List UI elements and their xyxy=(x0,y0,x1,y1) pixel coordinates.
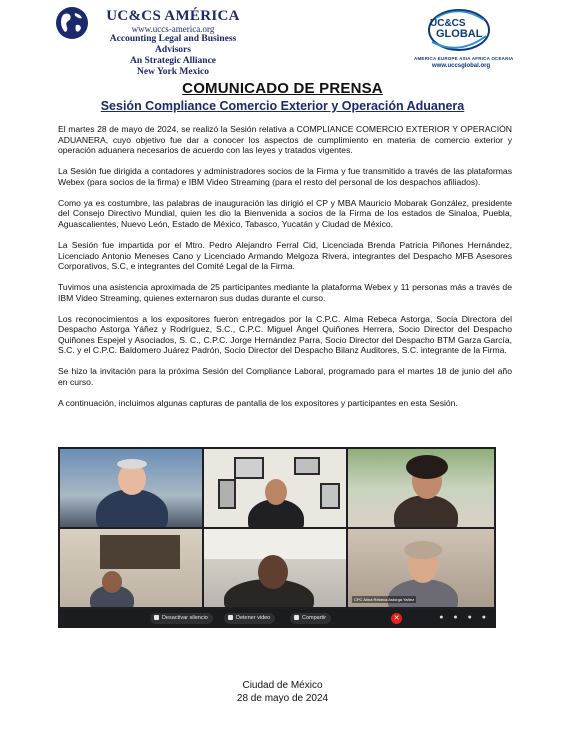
stop-video-button[interactable] xyxy=(224,613,275,624)
paragraph: La Sesión fue impartida por el Mtro. Pedro Alejandro Ferral Cid, Licenciada Brenda Patricia Piñones Hernández, Licenciado Antonio Meneses Cano y Licenciado Armando Melgoza Rivera, integrantes del Despacho MFB Asesores Corporativos, S.C, e integrantes del Comité Legal de la Firma. xyxy=(58,239,512,272)
global-logo-word: GLOBAL xyxy=(436,28,483,40)
global-logo-name: UC&CS xyxy=(430,18,466,29)
paragraph: Como ya es costumbre, las palabras de inauguración las dirigió el CP y MBA Mauricio Mobarak González, presidente del Consejo Directivo Mundial, quien les dio la Bienvenida a socios de la Firma de los estados de Sinaloa, Puebla, Aguascalientes, Nuevo León, Estado de México, Tabasco, Yucatán y Ciudad de México. xyxy=(58,197,512,229)
paragraph: El martes 28 de mayo de 2024, se realizó la Sesión relativa a COMPLIANCE COMERCIO EXTERIOR Y OPERACIÓN ADUANERA, cuyo objetivo fue dar a conocer los aspectos de cumplimiento en materia de comercio exterior y operación aduanera necesarios de acuerdo con las leyes y tratados vigentes. xyxy=(58,124,512,156)
paragraph: La Sesión fue dirigida a contadores y administradores socios de la Firma y fue transmitido a través de las plataformas Webex (para socios de la firma) e IBM Video Streaming (para el resto del personal de los despachos afiliados). xyxy=(58,166,512,187)
brand-url: www.uccs-america.org xyxy=(131,24,215,34)
video-call-screenshot xyxy=(58,447,496,628)
footer-date: 28 de mayo de 2024 xyxy=(236,692,329,704)
footer-city: Ciudad de México xyxy=(242,680,323,691)
participant-tile xyxy=(204,449,346,527)
paragraph: Tuvimos una asistencia aproximada de 25 participantes mediante la plataforma Webex y 11 personas más a través de IBM Video Streaming, quienes externaron sus dudas durante el curso. xyxy=(58,282,512,303)
paragraph: Los reconocimientos a los expositores fueron entregados por la C.P.C. Alma Rebeca Astorga, Socia Directora del Despacho Astorga Yáñez y Rodríguez, S.C., C.P.C. Miguel Ángel Quiñones Herrera, Socio Director del Despacho Quiñones Espejel y Asociados, S. C., C.P.C. Jorge Hernández Parra, Socio Director del Despacho BTM Garza García, S.C. y el C.P.C. Baldomero Juárez Padrón, Socio Director del Despacho Bilanz Auditores, S.C. integrante de la Firma. xyxy=(58,313,512,356)
participant-tile xyxy=(60,529,202,607)
participant-tile xyxy=(60,449,202,527)
meeting-toolbar xyxy=(58,609,496,628)
stop-video-label: Detener video xyxy=(236,615,271,621)
unmute-button[interactable] xyxy=(150,613,213,624)
page-title: COMUNICADO DE PRENSA xyxy=(182,80,383,97)
end-call-button[interactable]: ✕ xyxy=(391,613,402,624)
share-icon xyxy=(294,615,299,620)
participant-tile xyxy=(348,529,494,607)
brand-tagline-2: An Strategic Alliance xyxy=(129,56,216,66)
global-logo-regions: AMERICA EUROPE ASIA AFRICA OCEANIA xyxy=(414,56,514,61)
camera-icon xyxy=(228,615,233,620)
page-subtitle: Sesión Compliance Comercio Exterior y Operación Aduanera xyxy=(100,99,465,113)
paragraph: A continuación, incluimos algunas capturas de pantalla de los expositores y participantes en esta Sesión. xyxy=(58,398,458,409)
microphone-icon xyxy=(154,615,159,620)
brand-name: UC&CS AMÉRICA xyxy=(106,8,240,24)
unmute-label: Desactivar silencio xyxy=(162,615,208,621)
participant-tile xyxy=(204,529,346,607)
brand-tagline-3: New York Mexico xyxy=(137,67,209,77)
share-button[interactable] xyxy=(290,613,331,624)
header xyxy=(0,0,565,80)
footer xyxy=(0,680,565,705)
press-release-body xyxy=(58,124,512,419)
participant-tile xyxy=(348,449,494,527)
global-logo-url: www.uccsglobal.org xyxy=(432,63,491,69)
uccs-america-logo xyxy=(55,6,250,77)
participant-name-label: CPC Alma Rebeca Astorga Yañez xyxy=(354,597,415,602)
share-label: Compartir xyxy=(302,615,327,621)
globe-icon xyxy=(55,6,89,40)
paragraph: Se hizo la invitación para la próxima Sesión del Compliance Laboral, programado para el martes 18 de junio del año en curso. xyxy=(58,366,512,388)
brand-tagline-1: Accounting Legal and Business Advisors xyxy=(109,34,237,55)
uccs-global-logo xyxy=(414,4,514,72)
toolbar-extra-icons[interactable]: ● ● ● ● xyxy=(439,614,490,621)
